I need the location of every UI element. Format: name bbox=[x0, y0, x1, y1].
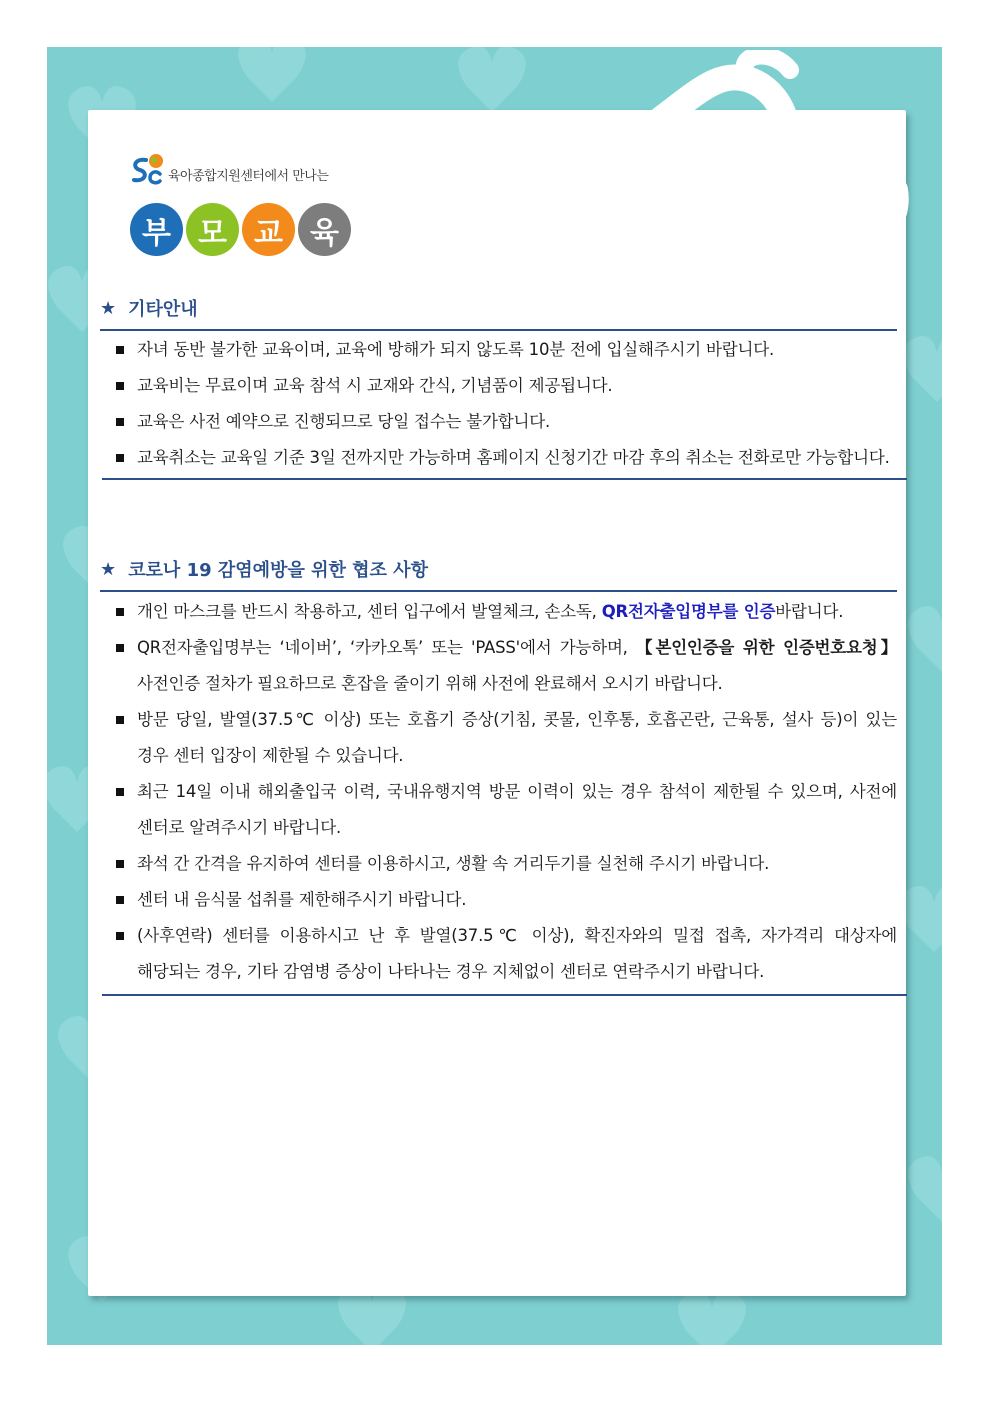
logo-line bbox=[130, 150, 328, 190]
square-bullet-icon bbox=[116, 608, 124, 616]
square-bullet-icon bbox=[116, 788, 124, 796]
star-icon: ★ bbox=[100, 558, 117, 580]
list-item: 자녀 동반 불가한 교육이며, 교육에 방해가 되지 않도록 10분 전에 입실해주시기 바랍니다. bbox=[102, 332, 897, 368]
title-char-circle: 모 bbox=[186, 203, 239, 256]
list-item: (사후연락) 센터를 이용하시고 난 후 발열(37.5℃ 이상), 확진자와의 밀접 접촉, 자가격리 대상자에 해당되는 경우, 기타 감염병 증상이 나타나는 경우 지체없이 센터로 연락주시기 바랍니다. bbox=[102, 918, 897, 990]
square-bullet-icon bbox=[116, 644, 124, 652]
square-bullet-icon bbox=[116, 346, 124, 354]
square-bullet-icon bbox=[116, 860, 124, 868]
sc-logo-icon bbox=[130, 152, 166, 188]
section-heading-covid bbox=[100, 556, 897, 592]
title-char-circle: 육 bbox=[298, 203, 351, 256]
section-heading-other-info bbox=[100, 295, 897, 331]
square-bullet-icon bbox=[116, 454, 124, 462]
square-bullet-icon bbox=[116, 896, 124, 904]
swirl-decoration bbox=[640, 50, 940, 290]
section-title: 코로나 19 감염예방을 위한 협조 사항 bbox=[128, 560, 428, 581]
other-info-list bbox=[102, 332, 907, 480]
star-icon: ★ bbox=[100, 297, 117, 319]
square-bullet-icon bbox=[116, 716, 124, 724]
list-item: 방문 당일, 발열(37.5℃ 이상) 또는 호흡기 증상(기침, 콧물, 인후통, 호흡곤란, 근육통, 설사 등)이 있는 경우 센터 입장이 제한될 수 있습니다. bbox=[102, 702, 897, 774]
list-item: 최근 14일 이내 해외출입국 이력, 국내유행지역 방문 이력이 있는 경우 참석이 제한될 수 있으며, 사전에 센터로 알려주시기 바랍니다. bbox=[102, 774, 897, 846]
list-item: 좌석 간 간격을 유지하여 센터를 이용하시고, 생활 속 거리두기를 실천해 주시기 바랍니다. bbox=[102, 846, 897, 882]
title-char-circle: 부 bbox=[130, 203, 183, 256]
list-item: 교육취소는 교육일 기준 3일 전까지만 가능하며 홈페이지 신청기간 마감 후의 취소는 전화로만 가능합니다. bbox=[102, 440, 897, 476]
list-item: 센터 내 음식물 섭취를 제한해주시기 바랍니다. bbox=[102, 882, 897, 918]
auth-note: 【본인인증을 위한 인증번호요청】 bbox=[635, 638, 898, 657]
list-item: QR전자출입명부는 ‘네이버’, ‘카카오톡’ 또는 'PASS'에서 가능하며, 【본인인증을 위한 인증번호요청】 사전인증 절차가 필요하므로 혼잡을 줄이기 위해 사전에 완료해서 오시기 바랍니다. bbox=[102, 630, 897, 702]
list-item: 교육비는 무료이며 교육 참석 시 교재와 간식, 기념품이 제공됩니다. bbox=[102, 368, 897, 404]
square-bullet-icon bbox=[116, 932, 124, 940]
list-item: 교육은 사전 예약으로 진행되므로 당일 접수는 불가합니다. bbox=[102, 404, 897, 440]
square-bullet-icon bbox=[116, 418, 124, 426]
page-title bbox=[130, 203, 351, 256]
title-char-circle: 교 bbox=[242, 203, 295, 256]
section-title: 기타안내 bbox=[128, 299, 198, 320]
logo-tagline: 육아종합지원센터에서 만나는 bbox=[168, 168, 329, 184]
square-bullet-icon bbox=[116, 382, 124, 390]
qr-highlight: QR전자출입명부를 인증 bbox=[601, 602, 776, 621]
covid-guidelines-list bbox=[102, 594, 907, 996]
list-item: 개인 마스크를 반드시 착용하고, 센터 입구에서 발열체크, 손소독, QR전자출입명부를 인증바랍니다. bbox=[102, 594, 897, 630]
